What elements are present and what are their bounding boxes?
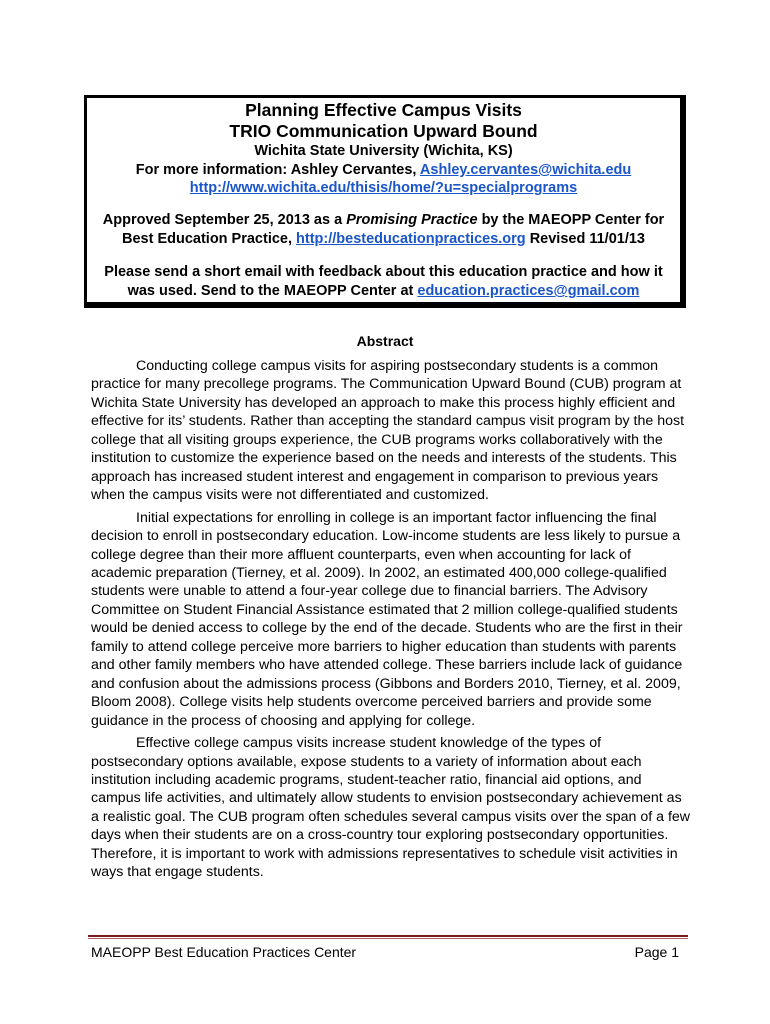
abstract-heading: Abstract [356, 333, 414, 349]
approved-suffix: by the MAEOPP Center for [477, 212, 665, 228]
contact-label: For more information: Ashley Cervantes, [135, 162, 420, 178]
paragraph: Initial expectations for enrolling in college is an important factor influencing the final decision to enroll in postsecondary education. Low-income students are less likely to pursue a college degree than their more affluent counterparts, even when accounting for lack of academic preparation (Tierney, et al. 2009). In 2002, an estimated 400,000 college-qualified students were unable to attend a four-year college due to financial barriers. The Advisory Committee on Student Financial Assistance estimated that 2 million college-qualified students would be denied access to college by the end of the decade. Students who are the first in their family to attend college perceive more barriers to higher education than students with parents and other family members who have attended college. These barriers include lack of guidance and confusion about the admissions process (Gibbons and Borders 2010, Tierney, et al. 2009, Bloom 2008). College visits help students overcome perceived barriers and provide some guidance in the process of choosing and applying for college. [91, 509, 683, 729]
feedback-line-1: Please send a short email with feedback about this education practice and how it [104, 264, 663, 280]
contact-url-link[interactable]: http://www.wichita.edu/thisis/home/?u=specialprograms [189, 180, 578, 196]
paragraph: Effective college campus visits increase student knowledge of the types of postsecondary options available, expose students to a variety of information about each institution including academic programs, student-teacher ratio, financial aid options, and campus life activities, and ultimately allow students to envision postsecondary achievement as a realistic goal. The CUB program often schedules several campus visits over the span of a few days when their students are on a cross-country tour exploring postsecondary opportunities. Therefore, it is important to work with admissions representatives to schedule visit activities in ways that engage students. [91, 735, 691, 881]
approved-italic: Promising Practice [346, 212, 478, 228]
best-practice-text: Best Education Practice, [121, 231, 297, 247]
revised-date: Revised 11/01/13 [525, 231, 645, 247]
footer-divider [88, 935, 688, 937]
footer-center-name: MAEOPP Best Education Practices Center [91, 944, 357, 960]
abstract-body [91, 357, 691, 882]
program-title: TRIO Communication Upward Bound [229, 121, 538, 141]
feedback-email-link[interactable]: education.practices@gmail.com [417, 283, 640, 299]
contact-email-link[interactable]: Ashley.cervantes@wichita.edu [419, 162, 632, 178]
header-box [84, 95, 686, 308]
document-title: Planning Effective Campus Visits [245, 100, 522, 120]
institution: Wichita State University (Wichita, KS) [254, 143, 513, 159]
paragraph: Conducting college campus visits for aspiring postsecondary students is a common practice for many precollege programs. The Communication Upward Bound (CUB) program at Wichita State University has developed an approach to make this process highly efficient and effective for its’ students. Rather than accepting the standard campus visit program by the host college that all visiting groups experience, the CUB programs works collaboratively with the institution to customize the experience based on the needs and interests of the students. This approach has increased student interest and engagement in comparison to previous years when the campus visits were not differentiated and customized. [91, 358, 685, 504]
contact-url-line [87, 180, 680, 196]
page-number: Page 1 [634, 944, 679, 960]
feedback-line-2 [87, 283, 680, 299]
feedback-text: was used. Send to the MAEOPP Center at [127, 283, 418, 299]
footer-divider-secondary [88, 938, 688, 939]
contact-line [87, 162, 680, 178]
approved-line [87, 212, 680, 228]
best-practices-url-link[interactable]: http://besteducationpractices.org [296, 231, 526, 247]
approved-text: Approved September 25, 2013 as a [102, 212, 347, 228]
best-practice-line [87, 231, 680, 247]
